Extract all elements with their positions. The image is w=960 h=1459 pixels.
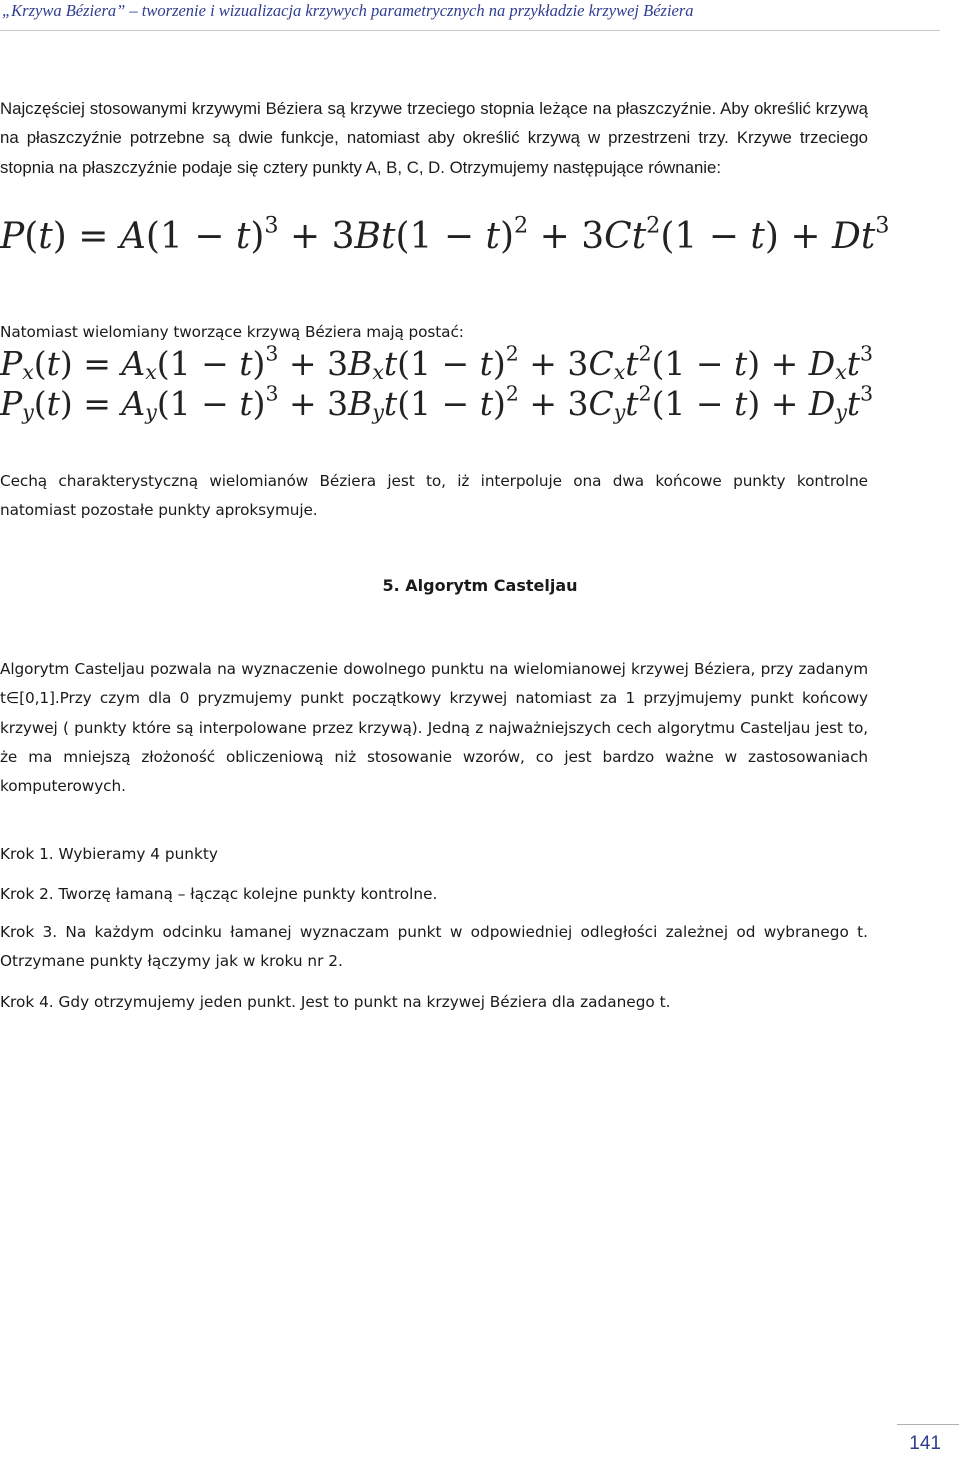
- equation-px: $P_x(t) = A_x(1 - t)^3 + 3B_xt(1 - t)^2 + 3C_xt^2(1 - t) + D_xt^3$: [0, 341, 874, 385]
- characteristic-paragraph: Cechą charakterystyczną wielomianów Béziera jest to, iż interpoluje ona dwa końcowe punkty kontrolne natomiast pozostałe punkty aproksymuje.: [0, 472, 868, 520]
- equation-main: $P(t) = A(1 - t)^3 + 3Bt(1 - t)^2 + 3Ct^2(1 - t) + Dt^3$: [0, 212, 890, 257]
- equation-py: $P_y(t) = A_y(1 - t)^3 + 3B_yt(1 - t)^2 + 3C_yt^2(1 - t) + D_yt^3$: [0, 381, 874, 425]
- header-title: „Krzywa Béziera” – tworzenie i wizualizacja krzywych parametrycznych na przykładzie krzywej Béziera: [2, 1, 694, 20]
- page-number: 141: [909, 1433, 941, 1454]
- page-number-box: [897, 1424, 959, 1459]
- page-header: [0, 0, 940, 31]
- step-4: Krok 4. Gdy otrzymujemy jeden punkt. Jest to punkt na krzywej Béziera dla zadanego t.: [0, 993, 671, 1011]
- step-2: Krok 2. Tworzę łamaną – łącząc kolejne punkty kontrolne.: [0, 885, 438, 903]
- step-3: Krok 3. Na każdym odcinku łamanej wyznaczam punkt w odpowiedniej odległości zależnej od wybranego t. Otrzymane punkty łączymy jak w kroku nr 2.: [0, 923, 868, 971]
- section-title: 5. Algorytm Casteljau: [382, 576, 578, 595]
- intro-paragraph: Najczęściej stosowanymi krzywymi Béziera są krzywe trzeciego stopnia leżące na płaszczyźnie. Aby określić krzywą na płaszczyźnie potrzebne są dwie funkcje, natomiast aby określić krzywą w przestrzeni trzy. Krzywe trzeciego stopnia na płaszczyźnie podaje się cztery punkty A, B, C, D. Otrzymujemy następujące równanie:: [0, 99, 868, 177]
- casteljau-paragraph: Algorytm Casteljau pozwala na wyznaczenie dowolnego punktu na wielomianowej krzywej Béziera, przy zadanym t∈[0,1].Przy czym dla 0 pryzmujemy punkt początkowy krzywej natomiast za 1 przyjmujemy punkt końcowy krzywej ( punkty które są interpolowane przez krzywą). Jedną z najważniejszych cech algorytmu Casteljau jest to, że ma mniejszą złożoność obliczeniową niż stosowanie wzorów, co jest bardzo ważne w zastosowaniach komputerowych.: [0, 660, 868, 796]
- polynomials-intro: Natomiast wielomiany tworzące krzywą Béziera mają postać:: [0, 323, 464, 341]
- step-1: Krok 1. Wybieramy 4 punkty: [0, 845, 218, 863]
